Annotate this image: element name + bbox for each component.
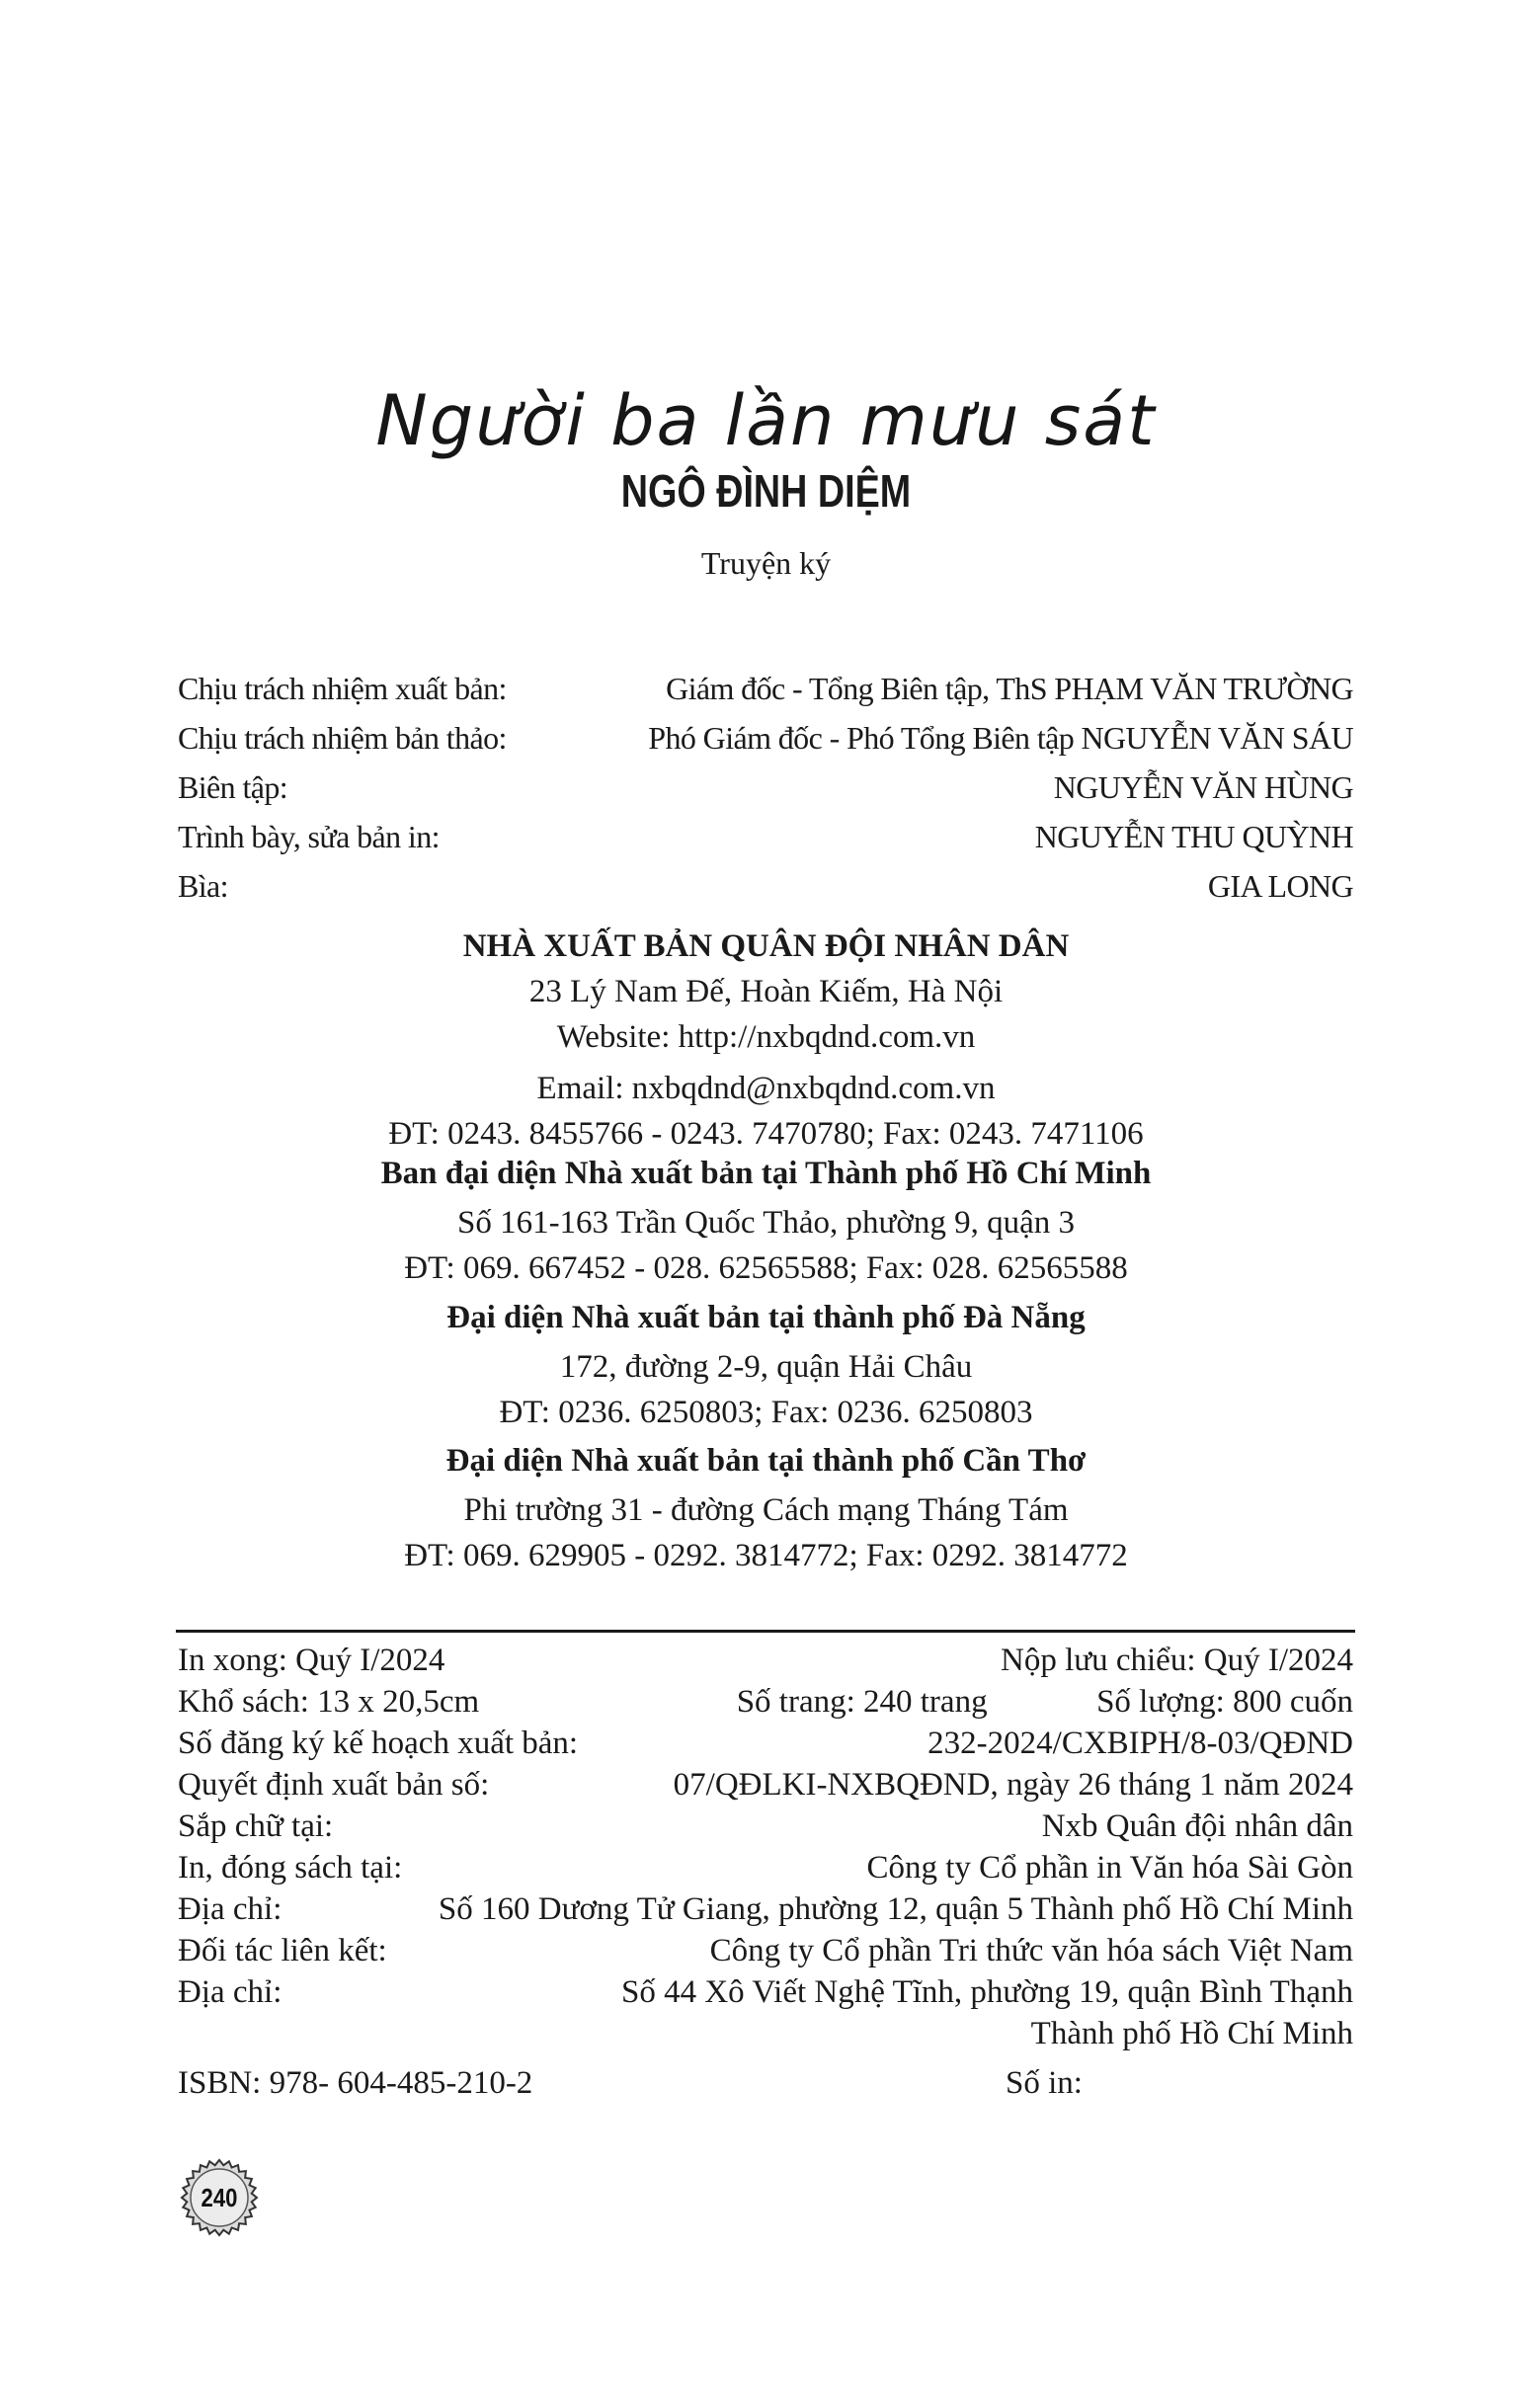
branch-danang — [0, 1295, 1532, 1435]
credit-row — [178, 763, 1353, 812]
imprint-row — [178, 2054, 1353, 2112]
registration-value: 232-2024/CXBIPH/8-03/QĐND — [927, 1726, 1353, 1761]
credit-row — [178, 861, 1353, 911]
branch-hcm — [0, 1151, 1532, 1291]
book-genre: Truyện ký — [700, 545, 832, 581]
branch-address: 172, đường 2-9, quận Hải Châu — [559, 1349, 973, 1385]
credit-row — [178, 664, 1353, 713]
address-value-line2: Thành phố Hồ Chí Minh — [1030, 2016, 1353, 2051]
branch-phone: ĐT: 0236. 6250803; Fax: 0236. 6250803 — [499, 1395, 1033, 1430]
branch-address: Phi trường 31 - đường Cách mạng Tháng Tám — [463, 1492, 1069, 1528]
publisher-block — [0, 923, 1532, 1157]
publisher-phone: ĐT: 0243. 8455766 - 0243. 7470780; Fax: 0243. 7471106 — [388, 1116, 1144, 1152]
legal-deposit: Nộp lưu chiểu: Quý I/2024 — [1000, 1643, 1353, 1678]
address-label: Địa chỉ: — [178, 1974, 282, 2010]
publisher-website: Website: http://nxbqdnd.com.vn — [556, 1019, 976, 1055]
typeset-value: Nxb Quân đội nhân dân — [1041, 1808, 1353, 1844]
credit-value: NGUYỄN VĂN HÙNG — [1053, 769, 1353, 805]
print-done: In xong: Quý I/2024 — [178, 1643, 445, 1678]
imprint-row — [178, 1888, 1353, 1930]
credit-row — [178, 713, 1353, 763]
address-value: Số 44 Xô Viết Nghệ Tĩnh, phường 19, quận Bình Thạnh — [620, 1974, 1353, 2010]
credit-label: Chịu trách nhiệm xuất bản: — [178, 671, 507, 706]
page-count: Số trang: 240 trang — [736, 1684, 988, 1720]
credits-block — [178, 664, 1353, 911]
print-number: Số in: — [1006, 2065, 1083, 2101]
imprint-row — [178, 1681, 1353, 1723]
imprint-block — [178, 1640, 1353, 2112]
publisher-email: Email: nxbqdnd@nxbqdnd.com.vn — [536, 1071, 996, 1106]
printed-at-label: In, đóng sách tại: — [178, 1850, 403, 1886]
address-label: Địa chỉ: — [178, 1891, 282, 1927]
credit-row — [178, 812, 1353, 861]
decision-value: 07/QĐLKI-NXBQĐND, ngày 26 tháng 1 năm 2024 — [673, 1767, 1353, 1803]
credit-value: GIA LONG — [1207, 868, 1353, 904]
imprint-row — [178, 1806, 1353, 1847]
typeset-label: Sắp chữ tại: — [178, 1808, 334, 1844]
credit-label: Biên tập: — [178, 769, 288, 805]
branch-name: Đại diện Nhà xuất bản tại thành phố Cần Thơ — [445, 1443, 1087, 1479]
branch-cantho — [0, 1438, 1532, 1578]
credit-value: Giám đốc - Tổng Biên tập, ThS PHẠM VĂN TRƯỜNG — [666, 671, 1353, 706]
imprint-row — [178, 1847, 1353, 1888]
book-size: Khổ sách: 13 x 20,5cm — [178, 1684, 480, 1720]
imprint-row — [178, 1640, 1353, 1681]
imprint-row — [178, 2013, 1353, 2054]
print-quantity: Số lượng: 800 cuốn — [1096, 1684, 1353, 1720]
divider-rule — [176, 1630, 1355, 1633]
credit-value: Phó Giám đốc - Phó Tổng Biên tập NGUYỄN VĂN SÁU — [648, 720, 1353, 756]
credit-label: Trình bày, sửa bản in: — [178, 819, 440, 854]
credit-value: NGUYỄN THU QUỲNH — [1034, 819, 1353, 854]
imprint-row — [178, 1764, 1353, 1806]
decision-label: Quyết định xuất bản số: — [178, 1767, 490, 1803]
address-value: Số 160 Dương Tử Giang, phường 12, quận 5 Thành phố Hồ Chí Minh — [438, 1891, 1353, 1927]
book-title-main: NGÔ ĐÌNH DIỆM — [620, 465, 912, 517]
imprint-row — [178, 1930, 1353, 1971]
registration-label: Số đăng ký kế hoạch xuất bản: — [178, 1726, 579, 1761]
partner-value: Công ty Cổ phần Tri thức văn hóa sách Việt Nam — [709, 1933, 1353, 1968]
branch-name: Đại diện Nhà xuất bản tại thành phố Đà Nẵng — [446, 1300, 1086, 1335]
publisher-name: NHÀ XUẤT BẢN QUÂN ĐỘI NHÂN DÂN — [462, 928, 1070, 964]
isbn: ISBN: 978- 604-485-210-2 — [178, 2065, 533, 2101]
publisher-address: 23 Lý Nam Đế, Hoàn Kiếm, Hà Nội — [528, 974, 1004, 1009]
branch-name: Ban đại diện Nhà xuất bản tại Thành phố Hồ Chí Minh — [380, 1156, 1152, 1191]
branch-address: Số 161-163 Trần Quốc Thảo, phường 9, quận 3 — [456, 1205, 1076, 1241]
partner-label: Đối tác liên kết: — [178, 1933, 387, 1968]
branch-phone: ĐT: 069. 629905 - 0292. 3814772; Fax: 0292. 3814772 — [404, 1538, 1128, 1573]
book-title-script: Người ba lần mưu sát — [375, 380, 1157, 461]
printed-at-value: Công ty Cổ phần in Văn hóa Sài Gòn — [866, 1850, 1353, 1886]
imprint-row — [178, 1971, 1353, 2013]
page-number: 240 — [201, 2183, 238, 2212]
branch-phone: ĐT: 069. 667452 - 028. 62565588; Fax: 028. 62565588 — [404, 1250, 1128, 1286]
imprint-row — [178, 1723, 1353, 1764]
credit-label: Chịu trách nhiệm bản thảo: — [178, 720, 507, 756]
credit-label: Bìa: — [178, 868, 228, 904]
